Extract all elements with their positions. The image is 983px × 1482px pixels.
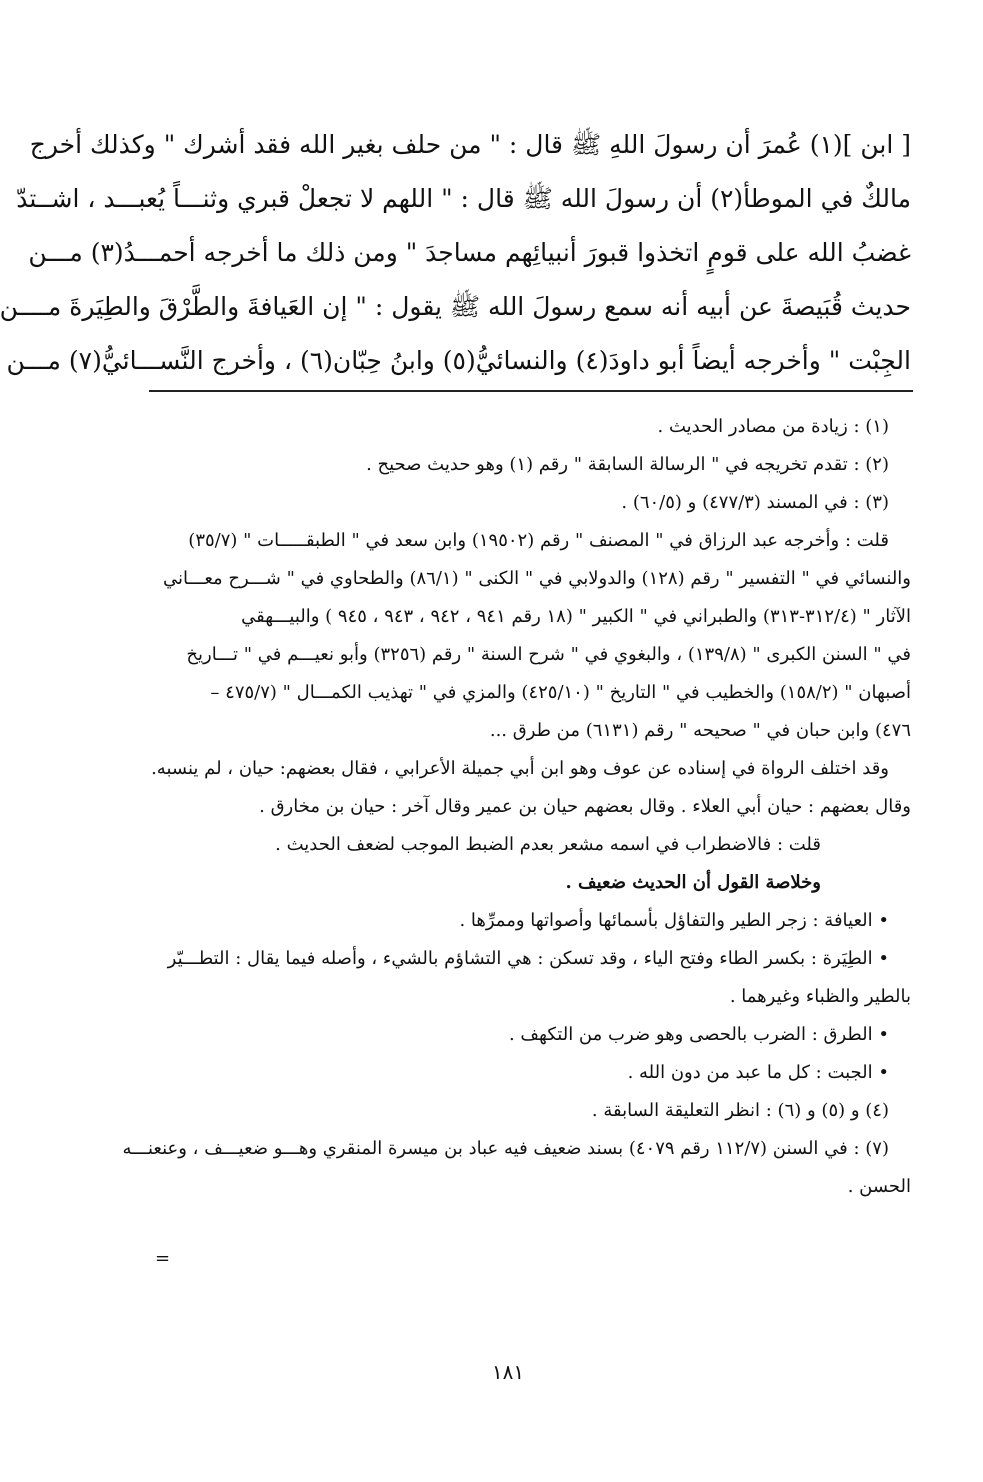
main-line: حديث قُبَيصةَ عن أبيه أنه سمع رسولَ الله ﷺ يقول : " إن العَيافةَ والطَّرْقَ والطِيَرةَ مــــن	[0, 292, 911, 321]
footnote-line: أصبهان " (١٥٨/٢) والخطيب في " التاريخ " (٤٢٥/١٠) والمزي في " تهذيب الكمـــال " (٤٧٥/٧ –	[210, 682, 911, 703]
footnote-line: ٤٧٦) وابن حبان في " صحيحه " رقم (٦١٣١) من طرق ...	[489, 720, 911, 741]
footnote-line: (١) : زيادة من مصادر الحديث .	[657, 416, 889, 437]
page-number: ١٨١	[491, 1360, 525, 1384]
footnote-line: وقال بعضهم : حيان أبي العلاء . وقال بعضهم حيان بن عمير وقال آخر : حيان بن مخارق .	[259, 796, 911, 817]
footnote-line: وقد اختلف الرواة في إسناده عن عوف وهو ابن أبي جميلة الأعرابي ، فقال بعضهم: حيان ، لم ينسبه.	[151, 758, 889, 779]
footnote-line: قلت : وأخرجه عبد الرزاق في " المصنف " رقم (١٩٥٠٢) وابن سعد في " الطبقـــــات " (٣٥/٧)	[188, 530, 889, 551]
footnote-line: بالطير والظباء وغيرهما .	[729, 986, 911, 1007]
main-line: [ ابن ](١) عُمرَ أن رسولَ اللهِ ﷺ قال : " من حلف بغير الله فقد أشرك " وكذلك أخرج	[29, 130, 911, 159]
footnote-line: قلت : فالاضطراب في اسمه مشعر بعدم الضبط الموجب لضعف الحديث .	[275, 834, 821, 855]
footnote-line: • العيافة : زجر الطير والتفاؤل بأسمائها وأصواتها وممرِّها .	[459, 910, 889, 931]
footnote-line: • الطرق : الضرب بالحصى وهو ضرب من التكهف .	[508, 1024, 889, 1045]
footnote-line: والنسائي في " التفسير " رقم (١٢٨) والدولابي في " الكنى " (٨٦/١) والطحاوي في " شـــرح معـــاني	[163, 568, 911, 589]
main-line: مالكٌ في الموطأ(٢) أن رسولَ الله ﷺ قال : " اللهم لا تجعلْ قبري وثنـــاً يُعبـــد ، اشــتدّ	[16, 184, 911, 213]
main-line: غضبُ الله على قومٍ اتخذوا قبورَ أنبيائِهم مساجدَ " ومن ذلك ما أخرجه أحمـــدُ(٣) مـــن	[28, 238, 911, 267]
footnote-line: الحسن .	[847, 1176, 911, 1197]
footnote-line: (٣) : في المسند (٤٧٧/٣) و (٦٠/٥) .	[621, 492, 889, 513]
footnote-line: الآثار " (٣١٢/٤-٣١٣) والطبراني في " الكبير " (١٨ رقم ٩٤١ ، ٩٤٢ ، ٩٤٣ ، ٩٤٥ ) والبيـــهقي	[241, 606, 911, 627]
footnote-conclusion: وخلاصة القول أن الحديث ضعيف .	[565, 872, 821, 893]
footnotes	[122, 408, 911, 1206]
footnote-line: (٧) : في السنن (١١٢/٧ رقم ٤٠٧٩) بسند ضعيف فيه عباد بن ميسرة المنقري وهـــو ضعيـــف ، وعنعنـــه	[122, 1138, 889, 1159]
continuation-mark: =	[155, 1248, 171, 1269]
main-line: الجِبْت " وأخرجه أيضاً أبو داودَ(٤) والنسائيُّ(٥) وابنُ حِبّان(٦) ، وأخرج النَّســـائيُّ(٧) مـــن	[6, 346, 911, 375]
footnote-divider	[149, 390, 913, 392]
main-text	[0, 118, 911, 388]
footnote-line: • الطِيَرة : بكسر الطاء وفتح الياء ، وقد تسكن : هي التشاؤم بالشيء ، وأصله فيما يقال : التطـــيّر	[167, 948, 889, 969]
footnote-line: • الجبت : كل ما عبد من دون الله .	[627, 1062, 889, 1083]
footnote-line: (٤) و (٥) و (٦) : انظر التعليقة السابقة .	[591, 1100, 889, 1121]
footnote-line: (٢) : تقدم تخريجه في " الرسالة السابقة " رقم (١) وهو حديث صحيح .	[366, 454, 889, 475]
footnote-line: في " السنن الكبرى " (١٣٩/٨) ، والبغوي في " شرح السنة " رقم (٣٢٥٦) وأبو نعيـــم في " تـــاريخ	[186, 644, 911, 665]
